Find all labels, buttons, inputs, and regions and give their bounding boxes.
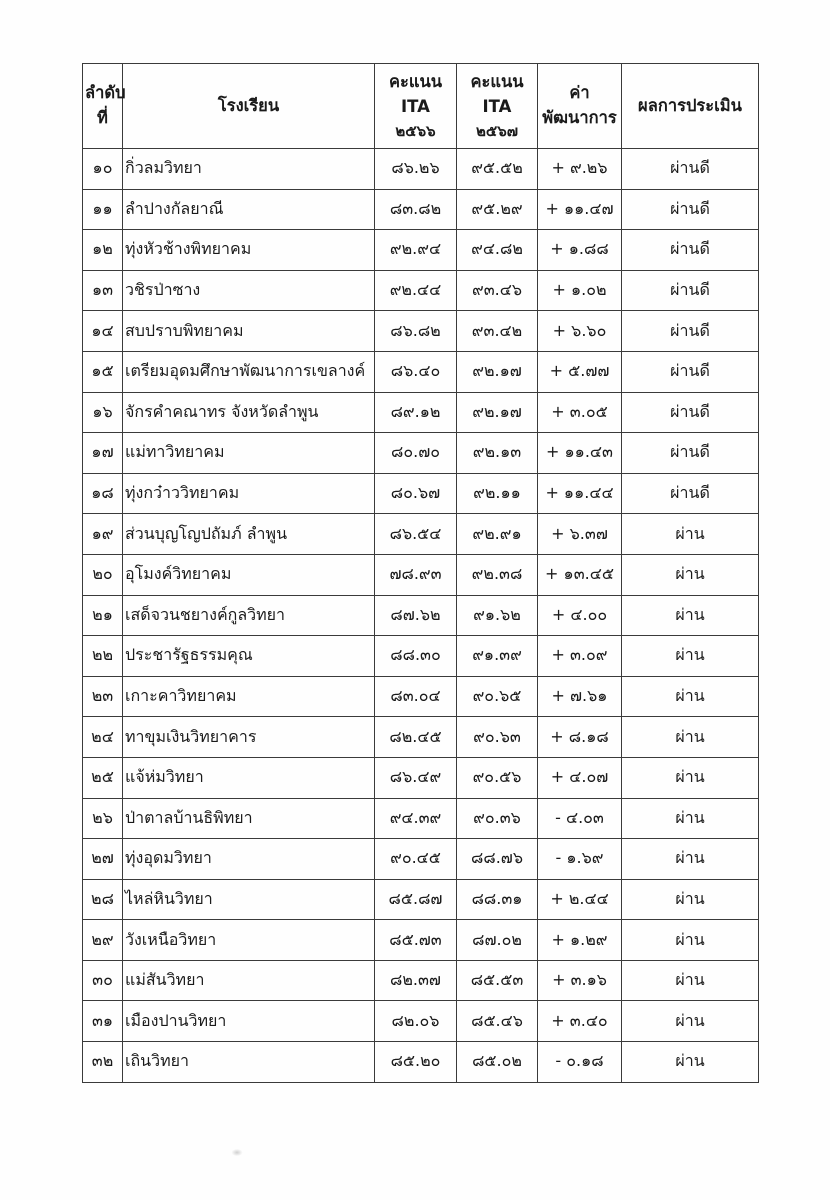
table-row bbox=[83, 554, 759, 595]
cell-result: ผ่านดี bbox=[622, 270, 759, 311]
cell-ita2567: ๙๒.๑๑ bbox=[457, 473, 538, 514]
cell-development: - ๔.๐๓ bbox=[538, 798, 622, 839]
cell-development: + ๑๓.๔๕ bbox=[538, 554, 622, 595]
column-header-result bbox=[622, 64, 759, 149]
cell-order: ๑๒ bbox=[83, 230, 123, 271]
cell-order: ๒๙ bbox=[83, 920, 123, 961]
cell-ita2566: ๘๓.๐๔ bbox=[375, 676, 457, 717]
table-row bbox=[83, 392, 759, 433]
table-row bbox=[83, 473, 759, 514]
table-row bbox=[83, 595, 759, 636]
table-row bbox=[83, 960, 759, 1001]
table-row bbox=[83, 1042, 759, 1083]
cell-order: ๒๕ bbox=[83, 757, 123, 798]
column-header-line: ที่ bbox=[97, 108, 108, 127]
column-header-development bbox=[538, 64, 622, 149]
cell-order: ๑๘ bbox=[83, 473, 123, 514]
cell-ita2566: ๗๘.๙๓ bbox=[375, 554, 457, 595]
cell-school: กิ่วลมวิทยา bbox=[123, 149, 375, 190]
table-row bbox=[83, 636, 759, 677]
cell-development: + ๖.๖๐ bbox=[538, 311, 622, 352]
cell-order: ๒๐ bbox=[83, 554, 123, 595]
table-row bbox=[83, 839, 759, 880]
scan-artifact bbox=[230, 1148, 244, 1157]
column-header-line: ITA bbox=[401, 96, 430, 116]
column-header-school bbox=[123, 64, 375, 149]
table-row bbox=[83, 149, 759, 190]
cell-development: + ๓.๐๙ bbox=[538, 636, 622, 677]
cell-ita2567: ๙๕.๕๒ bbox=[457, 149, 538, 190]
cell-order: ๒๗ bbox=[83, 839, 123, 880]
cell-result: ผ่าน bbox=[622, 798, 759, 839]
cell-development: + ๑.๘๘ bbox=[538, 230, 622, 271]
column-header-line: ๒๕๖๗ bbox=[475, 121, 519, 140]
cell-ita2567: ๘๘.๓๑ bbox=[457, 879, 538, 920]
cell-school: เตรียมอุดมศึกษาพัฒนาการเขลางค์ bbox=[123, 351, 375, 392]
cell-school: อุโมงค์วิทยาคม bbox=[123, 554, 375, 595]
cell-ita2567: ๘๕.๔๖ bbox=[457, 1001, 538, 1042]
cell-result: ผ่าน bbox=[622, 960, 759, 1001]
cell-order: ๑๖ bbox=[83, 392, 123, 433]
cell-school: จักรคำคณาทร จังหวัดลำพูน bbox=[123, 392, 375, 433]
table-row bbox=[83, 514, 759, 555]
cell-school: แม่ทาวิทยาคม bbox=[123, 433, 375, 474]
cell-school: ป่าตาลบ้านธิพิทยา bbox=[123, 798, 375, 839]
cell-ita2567: ๙๒.๑๗ bbox=[457, 392, 538, 433]
cell-school: เกาะคาวิทยาคม bbox=[123, 676, 375, 717]
cell-result: ผ่าน bbox=[622, 514, 759, 555]
cell-development: + ๑๑.๔๔ bbox=[538, 473, 622, 514]
cell-result: ผ่านดี bbox=[622, 392, 759, 433]
cell-ita2566: ๘๐.๖๗ bbox=[375, 473, 457, 514]
cell-ita2567: ๙๐.๖๓ bbox=[457, 717, 538, 758]
column-header-ita2566 bbox=[375, 64, 457, 149]
cell-school: เสด็จวนชยางค์กูลวิทยา bbox=[123, 595, 375, 636]
cell-ita2567: ๙๒.๓๘ bbox=[457, 554, 538, 595]
cell-ita2566: ๘๕.๗๓ bbox=[375, 920, 457, 961]
cell-development: + ๓.๐๕ bbox=[538, 392, 622, 433]
table-row bbox=[83, 311, 759, 352]
table-header bbox=[83, 64, 759, 149]
cell-ita2566: ๙๒.๙๔ bbox=[375, 230, 457, 271]
cell-school: ประชารัฐธรรมคุณ bbox=[123, 636, 375, 677]
cell-development: + ๓.๑๖ bbox=[538, 960, 622, 1001]
cell-ita2566: ๘๙.๑๒ bbox=[375, 392, 457, 433]
column-header-line: ITA bbox=[482, 96, 512, 116]
cell-ita2567: ๙๒.๑๗ bbox=[457, 351, 538, 392]
cell-development: + ๑.๐๒ bbox=[538, 270, 622, 311]
cell-result: ผ่านดี bbox=[622, 351, 759, 392]
cell-ita2567: ๘๕.๕๓ bbox=[457, 960, 538, 1001]
cell-result: ผ่าน bbox=[622, 839, 759, 880]
cell-ita2567: ๙๔.๘๒ bbox=[457, 230, 538, 271]
cell-order: ๓๒ bbox=[83, 1042, 123, 1083]
cell-result: ผ่านดี bbox=[622, 149, 759, 190]
cell-school: ไหล่หินวิทยา bbox=[123, 879, 375, 920]
cell-ita2566: ๘๓.๘๒ bbox=[375, 189, 457, 230]
cell-ita2567: ๙๑.๓๙ bbox=[457, 636, 538, 677]
cell-ita2567: ๘๘.๗๖ bbox=[457, 839, 538, 880]
cell-result: ผ่านดี bbox=[622, 189, 759, 230]
column-header-ita2567 bbox=[457, 64, 538, 149]
cell-order: ๑๔ bbox=[83, 311, 123, 352]
cell-school: แม่สันวิทยา bbox=[123, 960, 375, 1001]
cell-result: ผ่าน bbox=[622, 920, 759, 961]
cell-result: ผ่านดี bbox=[622, 230, 759, 271]
column-header-line: ๒๕๖๖ bbox=[395, 121, 436, 140]
table-row bbox=[83, 351, 759, 392]
cell-school: ทุ่งหัวช้างพิทยาคม bbox=[123, 230, 375, 271]
column-header-line: พัฒนาการ bbox=[542, 108, 617, 127]
cell-result: ผ่าน bbox=[622, 717, 759, 758]
cell-school: วชิรป่าซาง bbox=[123, 270, 375, 311]
cell-development: + ๒.๔๔ bbox=[538, 879, 622, 920]
cell-order: ๒๔ bbox=[83, 717, 123, 758]
cell-order: ๒๑ bbox=[83, 595, 123, 636]
cell-development: - ๐.๑๘ bbox=[538, 1042, 622, 1083]
cell-ita2566: ๙๐.๔๕ bbox=[375, 839, 457, 880]
table-row bbox=[83, 270, 759, 311]
cell-result: ผ่าน bbox=[622, 757, 759, 798]
cell-order: ๑๕ bbox=[83, 351, 123, 392]
cell-school: วังเหนือวิทยา bbox=[123, 920, 375, 961]
cell-development: - ๑.๖๙ bbox=[538, 839, 622, 880]
table-header-row bbox=[83, 64, 759, 149]
table-row bbox=[83, 230, 759, 271]
cell-ita2566: ๘๕.๒๐ bbox=[375, 1042, 457, 1083]
cell-ita2567: ๙๑.๖๒ bbox=[457, 595, 538, 636]
column-header-line: ลำดับ bbox=[85, 83, 126, 103]
cell-ita2567: ๙๓.๔๖ bbox=[457, 270, 538, 311]
table-body bbox=[83, 149, 759, 1083]
column-header-line: ค่า bbox=[569, 83, 590, 103]
cell-ita2566: ๘๖.๘๒ bbox=[375, 311, 457, 352]
cell-ita2566: ๘๒.๓๗ bbox=[375, 960, 457, 1001]
cell-ita2567: ๙๐.๓๖ bbox=[457, 798, 538, 839]
cell-ita2567: ๙๐.๕๖ bbox=[457, 757, 538, 798]
cell-development: + ๕.๗๗ bbox=[538, 351, 622, 392]
cell-school: สบปราบพิทยาคม bbox=[123, 311, 375, 352]
cell-development: + ๖.๓๗ bbox=[538, 514, 622, 555]
cell-order: ๓๐ bbox=[83, 960, 123, 1001]
cell-school: เถินวิทยา bbox=[123, 1042, 375, 1083]
cell-ita2566: ๘๖.๕๔ bbox=[375, 514, 457, 555]
cell-ita2566: ๘๒.๐๖ bbox=[375, 1001, 457, 1042]
cell-order: ๑๗ bbox=[83, 433, 123, 474]
cell-result: ผ่าน bbox=[622, 595, 759, 636]
cell-ita2566: ๘๒.๔๕ bbox=[375, 717, 457, 758]
cell-ita2566: ๘๖.๔๐ bbox=[375, 351, 457, 392]
column-header-order bbox=[83, 64, 126, 149]
cell-result: ผ่าน bbox=[622, 1042, 759, 1083]
cell-order: ๑๐ bbox=[83, 149, 123, 190]
cell-result: ผ่าน bbox=[622, 879, 759, 920]
cell-order: ๒๘ bbox=[83, 879, 123, 920]
table-row bbox=[83, 676, 759, 717]
cell-ita2566: ๘๖.๒๖ bbox=[375, 149, 457, 190]
cell-ita2566: ๘๘.๓๐ bbox=[375, 636, 457, 677]
cell-development: + ๑๑.๔๗ bbox=[538, 189, 622, 230]
cell-ita2567: ๙๒.๑๓ bbox=[457, 433, 538, 474]
cell-ita2566: ๙๔.๓๙ bbox=[375, 798, 457, 839]
table-row bbox=[83, 757, 759, 798]
table-row bbox=[83, 879, 759, 920]
cell-school: ส่วนบุญโญปถัมภ์ ลำพูน bbox=[123, 514, 375, 555]
cell-result: ผ่าน bbox=[622, 676, 759, 717]
cell-development: + ๘.๑๘ bbox=[538, 717, 622, 758]
cell-order: ๑๑ bbox=[83, 189, 123, 230]
ita-score-table bbox=[82, 63, 759, 1083]
cell-result: ผ่าน bbox=[622, 636, 759, 677]
cell-order: ๓๑ bbox=[83, 1001, 123, 1042]
cell-ita2566: ๙๒.๔๔ bbox=[375, 270, 457, 311]
cell-development: + ๔.๐๐ bbox=[538, 595, 622, 636]
cell-ita2567: ๙๕.๒๙ bbox=[457, 189, 538, 230]
cell-result: ผ่านดี bbox=[622, 433, 759, 474]
cell-school: ทุ่งกว๋าววิทยาคม bbox=[123, 473, 375, 514]
cell-development: + ๑๑.๔๓ bbox=[538, 433, 622, 474]
cell-result: ผ่านดี bbox=[622, 473, 759, 514]
cell-result: ผ่าน bbox=[622, 554, 759, 595]
cell-school: ลำปางกัลยาณี bbox=[123, 189, 375, 230]
cell-ita2567: ๙๒.๙๑ bbox=[457, 514, 538, 555]
column-header-line: โรงเรียน bbox=[217, 95, 280, 115]
cell-order: ๒๓ bbox=[83, 676, 123, 717]
cell-school: แจ้ห่มวิทยา bbox=[123, 757, 375, 798]
cell-result: ผ่าน bbox=[622, 1001, 759, 1042]
cell-school: ทาขุมเงินวิทยาคาร bbox=[123, 717, 375, 758]
cell-ita2567: ๙๓.๔๒ bbox=[457, 311, 538, 352]
column-header-line: คะแนน bbox=[388, 72, 443, 91]
table-row bbox=[83, 1001, 759, 1042]
cell-order: ๑๙ bbox=[83, 514, 123, 555]
table-row bbox=[83, 920, 759, 961]
cell-development: + ๓.๔๐ bbox=[538, 1001, 622, 1042]
cell-ita2567: ๙๐.๖๕ bbox=[457, 676, 538, 717]
cell-development: + ๑.๒๙ bbox=[538, 920, 622, 961]
table-row bbox=[83, 717, 759, 758]
cell-result: ผ่านดี bbox=[622, 311, 759, 352]
table-row bbox=[83, 433, 759, 474]
cell-development: + ๗.๖๑ bbox=[538, 676, 622, 717]
cell-order: ๒๖ bbox=[83, 798, 123, 839]
cell-ita2567: ๘๕.๐๒ bbox=[457, 1042, 538, 1083]
cell-school: เมืองปานวิทยา bbox=[123, 1001, 375, 1042]
cell-order: ๑๓ bbox=[83, 270, 123, 311]
table-row bbox=[83, 189, 759, 230]
column-header-line: ผลการประเมิน bbox=[638, 95, 742, 115]
cell-development: + ๔.๐๗ bbox=[538, 757, 622, 798]
column-header-line: คะแนน bbox=[470, 72, 524, 91]
cell-ita2567: ๘๗.๐๒ bbox=[457, 920, 538, 961]
cell-ita2566: ๘๖.๔๙ bbox=[375, 757, 457, 798]
cell-school: ทุ่งอุดมวิทยา bbox=[123, 839, 375, 880]
cell-ita2566: ๘๗.๖๒ bbox=[375, 595, 457, 636]
cell-order: ๒๒ bbox=[83, 636, 123, 677]
cell-ita2566: ๘๐.๗๐ bbox=[375, 433, 457, 474]
cell-development: + ๙.๒๖ bbox=[538, 149, 622, 190]
table-row bbox=[83, 798, 759, 839]
cell-ita2566: ๘๕.๘๗ bbox=[375, 879, 457, 920]
